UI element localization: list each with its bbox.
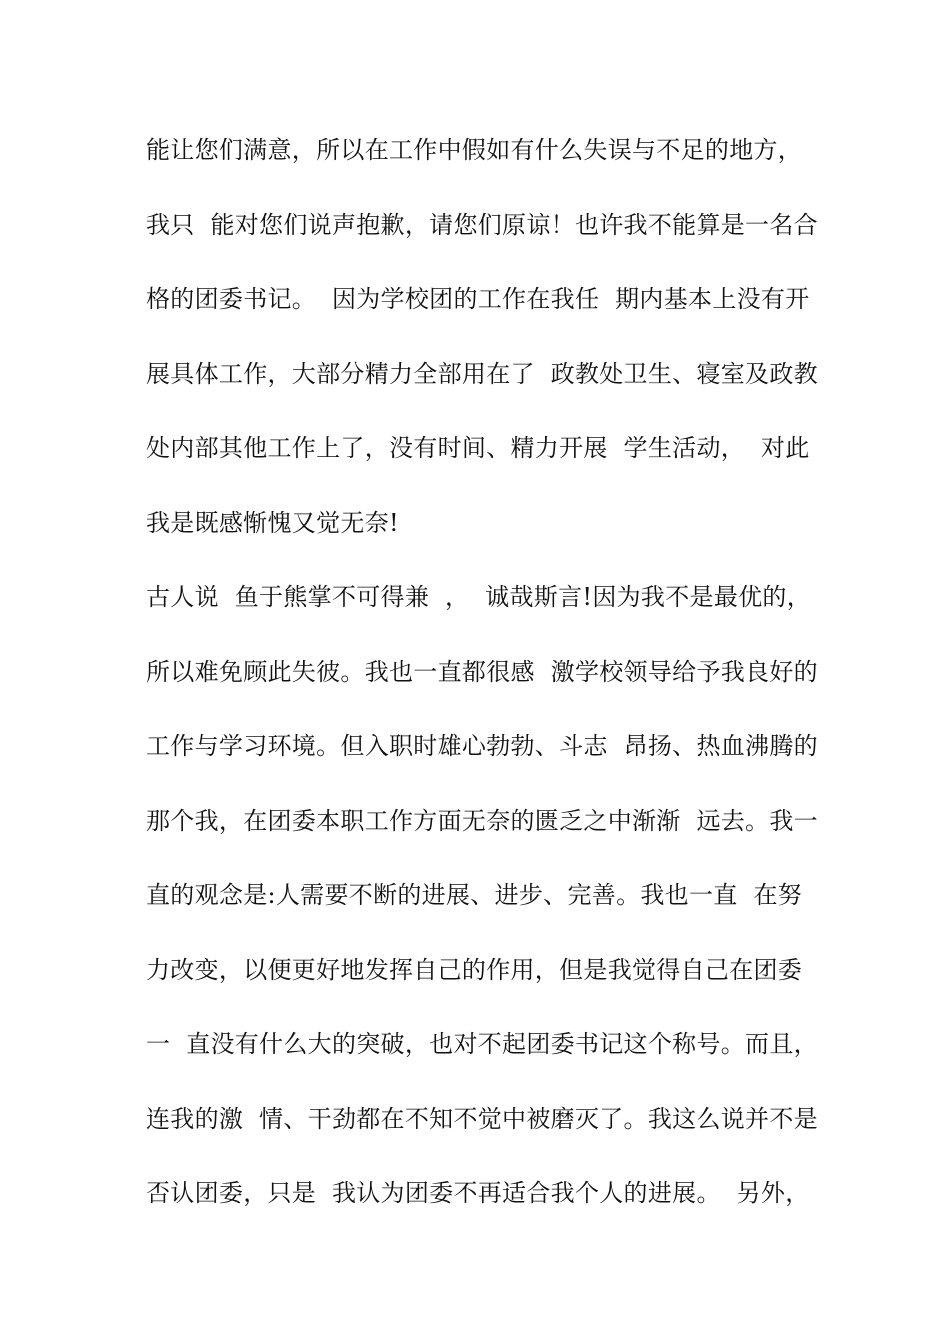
text-line: 连我的激 情、干劲都在不知不觉中被磨灭了。我这么说并不是: [146, 1104, 818, 1133]
text-line: 处内部其他工作上了，没有时间、精力开展 学生活动， 对此: [146, 434, 810, 462]
text-line: 一 直没有什么大的突破，也对不起团委书记这个称号。而且，: [146, 1030, 818, 1058]
text-line: 所以难免顾此失彼。我也一直都很感 激学校领导给予我良好的: [146, 657, 818, 686]
text-line: 否认团委，只是 我认为团委不再适合我个人的进展。 另外，: [146, 1179, 810, 1207]
text-line: 古人说 鱼于熊掌不可得兼 ， 诚哉斯言!因为我不是最优的，: [146, 583, 812, 611]
text-line: 我是既感惭愧又觉无奈!: [146, 508, 399, 537]
text-line: 展具体工作，大部分精力全部用在了 政教处卫生、寝室及政教: [146, 359, 818, 388]
text-line: 格的团委书记。 因为学校团的工作在我任 期内基本上没有开: [146, 285, 810, 313]
text-line: 我只 能对您们说声抱歉，请您们原谅！也许我不能算是一名合: [146, 210, 818, 239]
text-line: 力改变，以便更好地发挥自己的作用，但是我觉得自己在团委: [146, 955, 803, 984]
body-text: [146, 128, 818, 1246]
text-line: 那个我，在团委本职工作方面无奈的匮乏之中渐渐 远去。我一: [146, 806, 818, 835]
text-line: 直的观念是:人需要不断的进展、进步、完善。我也一直 在努: [146, 881, 803, 909]
text-line: 能让您们满意，所以在工作中假如有什么失误与不足的地方，: [146, 136, 803, 164]
text-line: 工作与学习环境。但入职时雄心勃勃、斗志 昂扬、热血沸腾的: [146, 732, 818, 760]
